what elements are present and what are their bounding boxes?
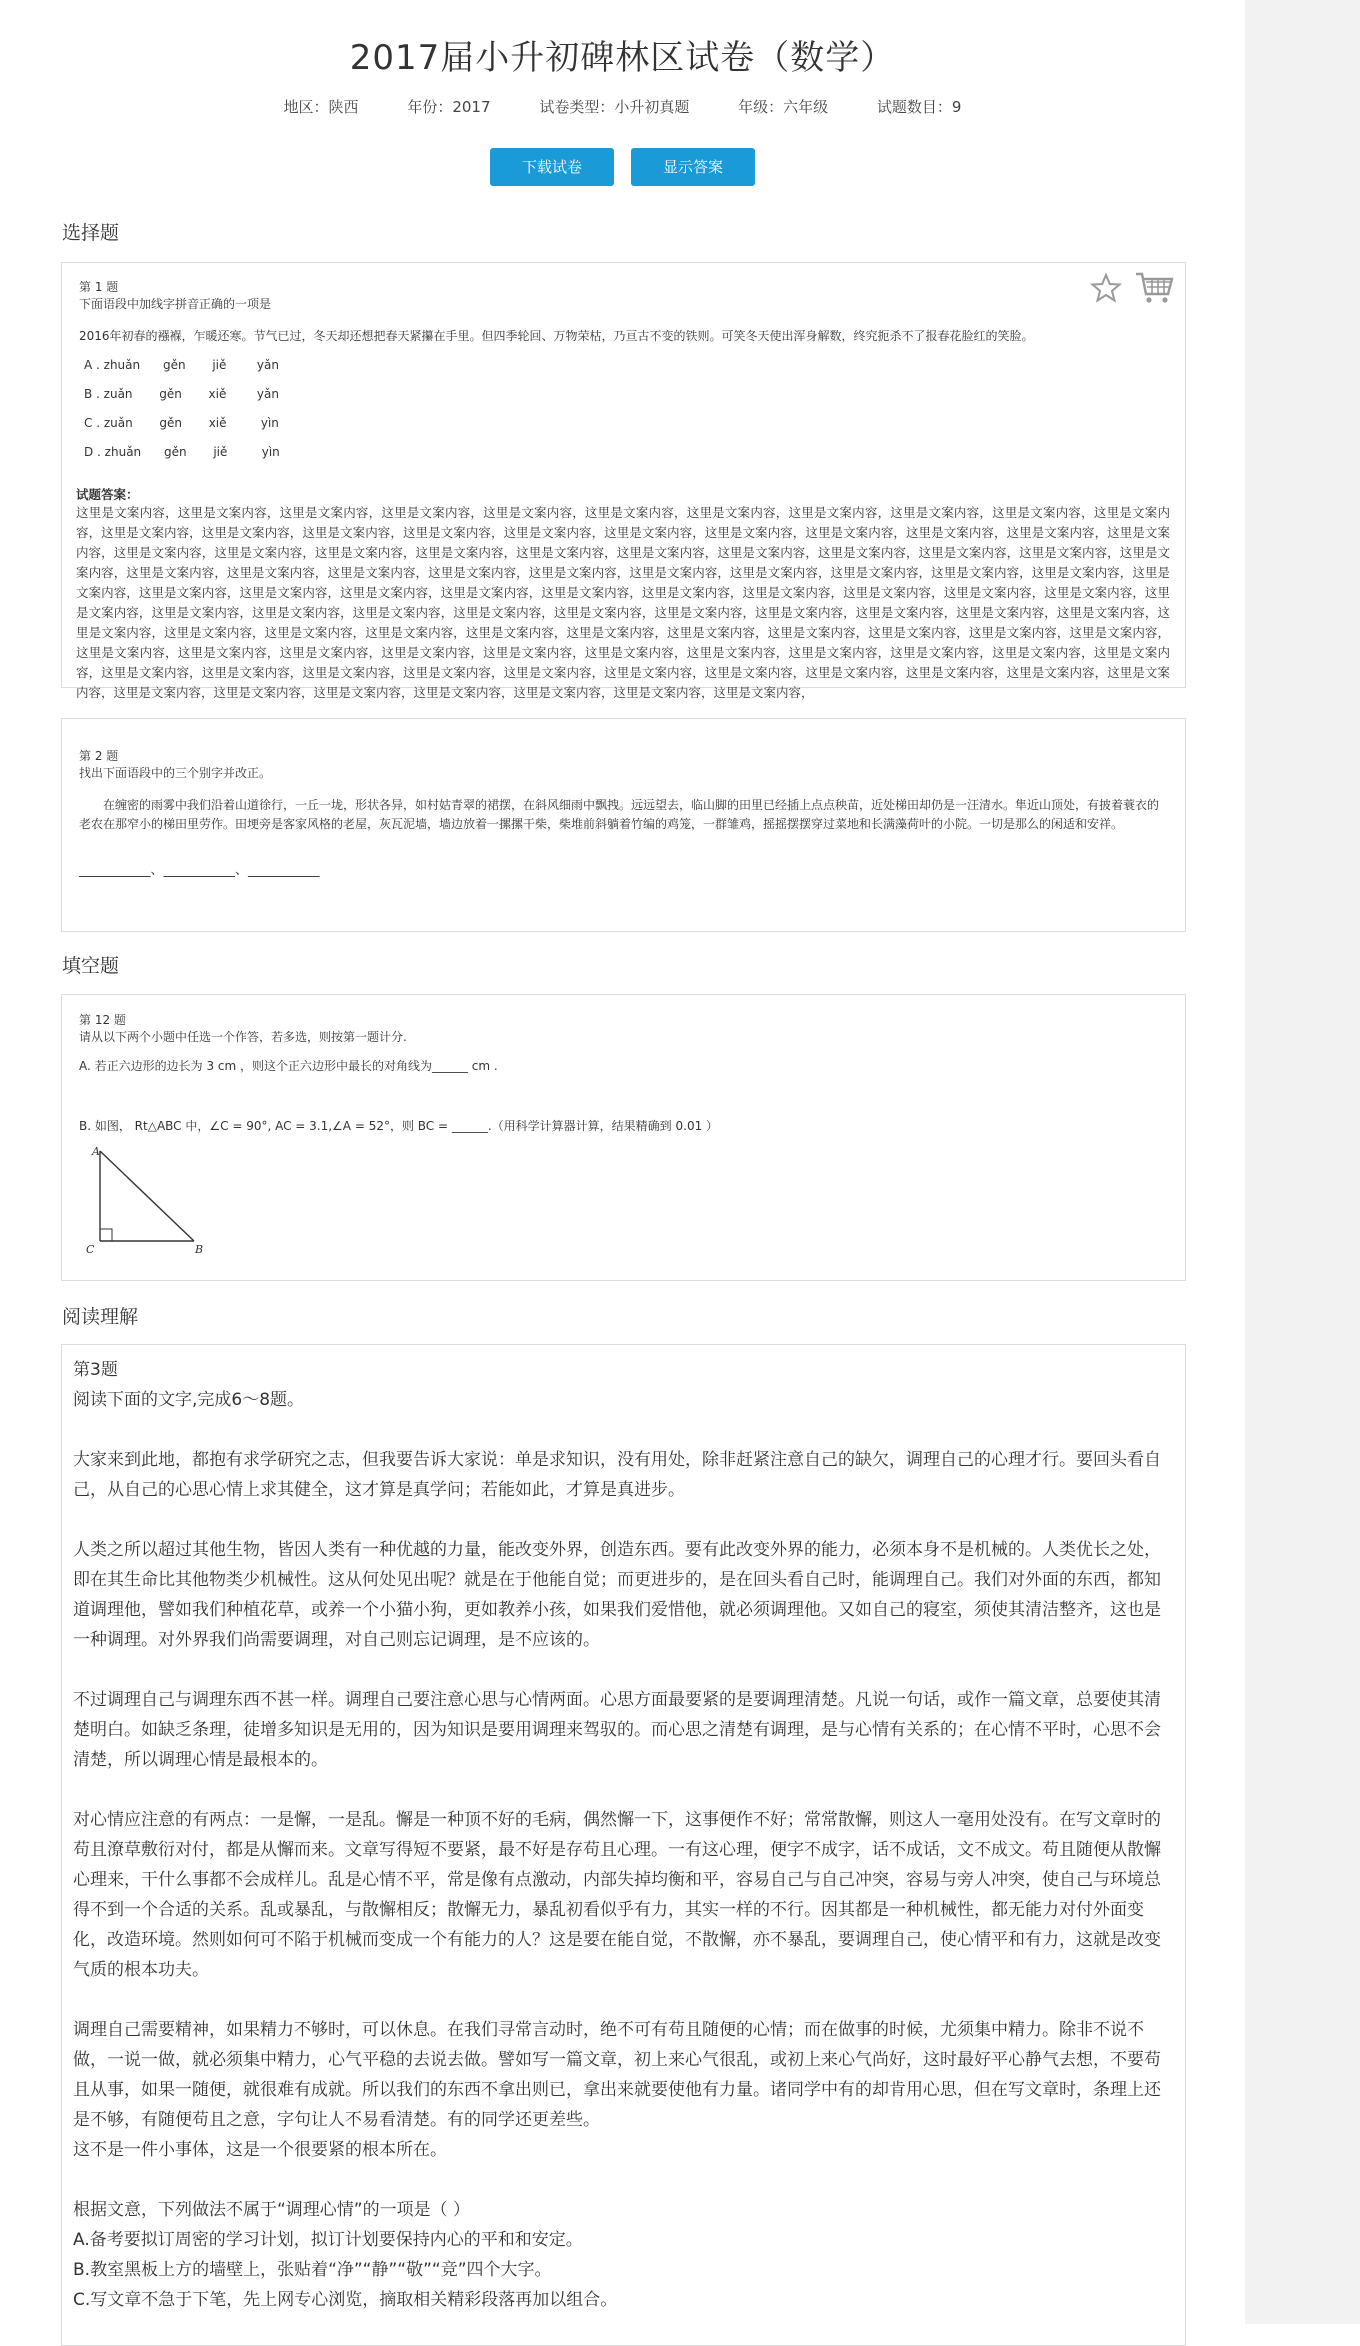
blank-line <box>73 1655 1173 1685</box>
reading-paragraph-5: 调理自己需要精神，如果精力不够时，可以休息。在我们寻常言动时，绝不可有苟且随便的心情；而在做事的时候，尤须集中精力。除非不说不做，一说一做，就必须集中精力，心气平稳的去说去做。譬如写一篇文章，初上来心气很乱，或初上来心气尚好，这时最好平心静气去想，不要苟且从事，如果一随便，就很难有成就。所以我们的东西不拿出则已，拿出来就要使他有力量。诸同学中有的却肯用心思，但在写文章时，条理上还是不够，有随便苟且之意，字句让人不易看清楚。有的同学还更差些。 <box>73 2020 1161 2130</box>
question-number: 第 1 题 <box>79 280 119 294</box>
reading-line: 阅读下面的文字,完成6～8题。 <box>73 1390 305 1410</box>
q2-header <box>79 747 1079 782</box>
question-stem: 找出下面语段中的三个别字并改正。 <box>79 766 272 780</box>
page-title: 2017届小升初碑林区试卷（数学） <box>349 38 896 78</box>
q3-content <box>73 1355 1173 2315</box>
reading-paragraph-4: 对心情应注意的有两点：一是懈，一是乱。懈是一种顶不好的毛病，偶然懈一下，这事便作不好；常常散懈，则这人一毫用处没有。在写文章时的苟且潦草敷衍对付，都是从懈而来。文章写得短不要紧，最不好是存苟且心理。一有这心理，便字不成字，话不成话，文不成文。苟且随便从散懈心理来，干什么事都不会成样儿。乱是心情不平，常是像有点激动，内部失掉均衡和平，容易自己与自己冲突，容易与旁人冲突，使自己与环境总得不到一个合适的关系。乱或暴乱，与散懈相反；散懈无力，暴乱初看似乎有力，其实一样的不行。因其都是一种机械性，都无能力对付外面变化，改造环境。然则如何可不陷于机械而变成一个有能力的人？这是要在能自觉，不散懈，亦不暴乱，要调理自己，使心情平和有力，这就是改变气质的根本功夫。 <box>73 1810 1161 1980</box>
meta-type: 试卷类型：小升初真题 <box>539 98 690 116</box>
section-title-fill: 填空题 <box>62 955 120 977</box>
vertex-label-b: B <box>195 1243 204 1256</box>
question-card-12 <box>61 994 1186 1281</box>
triangle-figure <box>82 1145 212 1255</box>
question-number: 第 2 题 <box>79 749 119 763</box>
cart-icon[interactable] <box>1135 271 1173 305</box>
reading-paragraph-6: 这不是一件小事体，这是一个很要紧的根本所在。 <box>73 2140 447 2160</box>
q1-passage: 2016年初春的襁褓，乍暖还寒。节气已过，冬天却还想把春天紧攥在手里。但四季轮回、万物荣枯，乃亘古不变的铁则。可笑冬天使出浑身解数，终究扼杀不了报春花脸红的笑脸。 <box>79 329 1034 343</box>
meta-region: 地区：陕西 <box>283 98 359 116</box>
vertex-label-c: C <box>86 1243 95 1256</box>
q1-options <box>84 351 684 467</box>
question-intro: 请从以下两个小题中任选一个作答，若多选，则按第一题计分. <box>79 1030 407 1044</box>
blank-line <box>73 1985 1173 2015</box>
option-b[interactable]: B . zuǎn gěn xiě yǎn <box>84 387 279 401</box>
reading-question: 根据文意，下列做法不属于“调理心情”的一项是（ ） <box>73 2200 471 2220</box>
option-c[interactable]: C.写文章不急于下笔，先上网专心浏览，摘取相关精彩段落再加以组合。 <box>73 2290 618 2310</box>
question-number: 第 12 题 <box>79 1013 126 1027</box>
section-title-choice: 选择题 <box>62 222 120 244</box>
meta-count: 试题数目：9 <box>876 98 962 116</box>
meta-year: 年份：2017 <box>407 98 491 116</box>
section-title-reading: 阅读理解 <box>62 1306 139 1328</box>
blank-line <box>73 1505 1173 1535</box>
option-b[interactable]: B.教室黑板上方的墙壁上，张贴着“净”“静”“敬”“竞”四个大字。 <box>73 2260 552 2280</box>
blank-line <box>73 1415 1173 1445</box>
answer-text: 这里是文案内容，这里是文案内容，这里是文案内容，这里是文案内容，这里是文案内容，这里是文案内容，这里是文案内容，这里是文案内容，这里是文案内容，这里是文案内容，这里是文案内容，这里是文案内容，这里是文案内容，这里是文案内容，这里是文案内容，这里是文案内容，这里是文案内容，这里是文案内容，这里是文案内容，这里是文案内容，这里是文案内容，这里是文案内容，这里是文案内容，这里是文案内容，这里是文案内容，这里是文案内容，这里是文案内容，这里是文案内容，这里是文案内容，这里是文案内容，这里是文案内容，这里是文案内容，这里是文案内容，这里是文案内容，这里是文案内容，这里是文案内容，这里是文案内容，这里是文案内容，这里是文案内容，这里是文案内容，这里是文案内容，这里是文案内容，这里是文案内容，这里是文案内容，这里是文案内容，这里是文案内容，这里是文案内容，这里是文案内容，这里是文案内容，这里是文案内容，这里是文案内容，这里是文案内容，这里是文案内容，这里是文案内容，这里是文案内容，这里是文案内容，这里是文案内容，这里是文案内容，这里是文案内容，这里是文案内容，这里是文案内容，这里是文案内容，这里是文案内容，这里是文案内容，这里是文案内容，这里是文案内容，这里是文案内容，这里是文案内容，这里是文案内容，这里是文案内容，这里是文案内容，这里是文案内容，这里是文案内容，这里是文案内容，这里是文案内容，这里是文案内容，这里是文案内容，这里是文案内容，这里是文案内容，这里是文案内容，这里是文案内容，这里是文案内容，这里是文案内容，这里是文案内容，这里是文案内容，这里是文案内容，这里是文案内容，这里是文案内容，这里是文案内容，这里是文案内容，这里是文案内容，这里是文案内容，这里是文案内容，这里是文案内容，这里是文案内容，这里是文案内容，这里是文案内容，这里是文案内容，这里是文案内容，这里是文案内容，这里是文案内容，这里是文案内容，这里是文案内容，这里是文案内容，这里是文案内容， <box>76 505 1170 700</box>
q12-part-b: B. 如图， Rt△ABC 中，∠C = 90°, AC = 3.1,∠A = 52°，则 BC = ______.（用科学计算器计算，结果精确到 0.01 ） <box>79 1119 719 1133</box>
question-stem: 下面语段中加线字拼音正确的一项是 <box>79 297 272 311</box>
question-card-3 <box>61 1344 1186 2346</box>
blank-line <box>73 2165 1173 2195</box>
q2-passage: 在缠密的雨雾中我们沿着山道徐行，一丘一垅，形状各异，如村姑青翠的裙摆，在斜风细雨中飘拽。远远望去，临山脚的田里已经插上点点秧苗，近处梯田却仍是一汪清水。隼近山顶处，有披着蓑衣的老农在那窄小的梯田里劳作。田埂旁是客家风格的老屋，灰瓦泥墙，墙边放着一摞摞干柴，柴堆前斜躺着竹编的鸡笼，一群雏鸡，摇摇摆摆穿过菜地和长满藻荷叶的小院。一切是那么的闲适和安祥。 <box>79 798 1160 831</box>
option-c[interactable]: C . zuǎn gěn xiě yìn <box>84 416 279 430</box>
reading-paragraph-3: 不过调理自己与调理东西不甚一样。调理自己要注意心思与心情两面。心思方面最要紧的是要调理清楚。凡说一句话，或作一篇文章，总要使其清楚明白。如缺乏条理，徒增多知识是无用的，因为知识是要用调理来驾驭的。而心思之清楚有调理，是与心情有关系的；在心情不平时，心思不会清楚，所以调理心情是最根本的。 <box>73 1690 1161 1770</box>
q1-header <box>79 278 1099 313</box>
reading-paragraph-2: 人类之所以超过其他生物，皆因人类有一种优越的力量，能改变外界，创造东西。要有此改变外界的能力，必须本身不是机械的。人类优长之处，即在其生命比其他物类少机械性。这从何处见出呢？就是在于他能自觉；而更进步的，是在回头看自己时，能调理自己。我们对外面的东西，都知道调理他，譬如我们种植花草，或养一个小猫小狗，更如教养小孩，如果我们爱惜他，就必须调理他。又如自己的寝室，须使其清洁整齐，这也是一种调理。对外界我们尚需要调理，对自己则忘记调理，是不应该的。 <box>73 1540 1161 1650</box>
vertex-label-a: A <box>92 1145 100 1158</box>
right-gutter <box>1245 0 1360 2324</box>
meta-grade: 年级：六年级 <box>738 98 829 116</box>
question-number: 第3题 <box>73 1360 118 1380</box>
option-a[interactable]: A . zhuǎn gěn jiě yǎn <box>84 358 279 372</box>
action-buttons <box>0 148 1245 186</box>
download-button[interactable]: 下载试卷 <box>490 148 614 186</box>
q12-header <box>79 1011 1079 1046</box>
reading-paragraph-1: 大家来到此地，都抱有求学研究之志，但我要告诉大家说：单是求知识，没有用处，除非赶紧注意自己的缺欠，调理自己的心理才行。要回头看自己，从自己的心思心情上求其健全，这才算是真学问；若能如此，才算是真进步。 <box>73 1450 1161 1500</box>
q12-part-a: A. 若正六边形的边长为 3 cm ，则这个正六边形中最长的对角线为______ cm . <box>79 1059 498 1073</box>
q2-blanks: ___________、___________、___________ <box>79 863 320 878</box>
blank-line <box>73 1775 1173 1805</box>
show-answer-button[interactable]: 显示答案 <box>631 148 755 186</box>
paper-meta <box>0 96 1245 117</box>
answer-label: 试题答案： <box>76 487 139 502</box>
option-d[interactable]: D . zhuǎn gěn jiě yìn <box>84 445 280 459</box>
question-card-1 <box>61 262 1186 700</box>
question-card-2 <box>61 718 1186 932</box>
option-a[interactable]: A.备考要拟订周密的学习计划，拟订计划要保持内心的平和和安定。 <box>73 2230 583 2250</box>
